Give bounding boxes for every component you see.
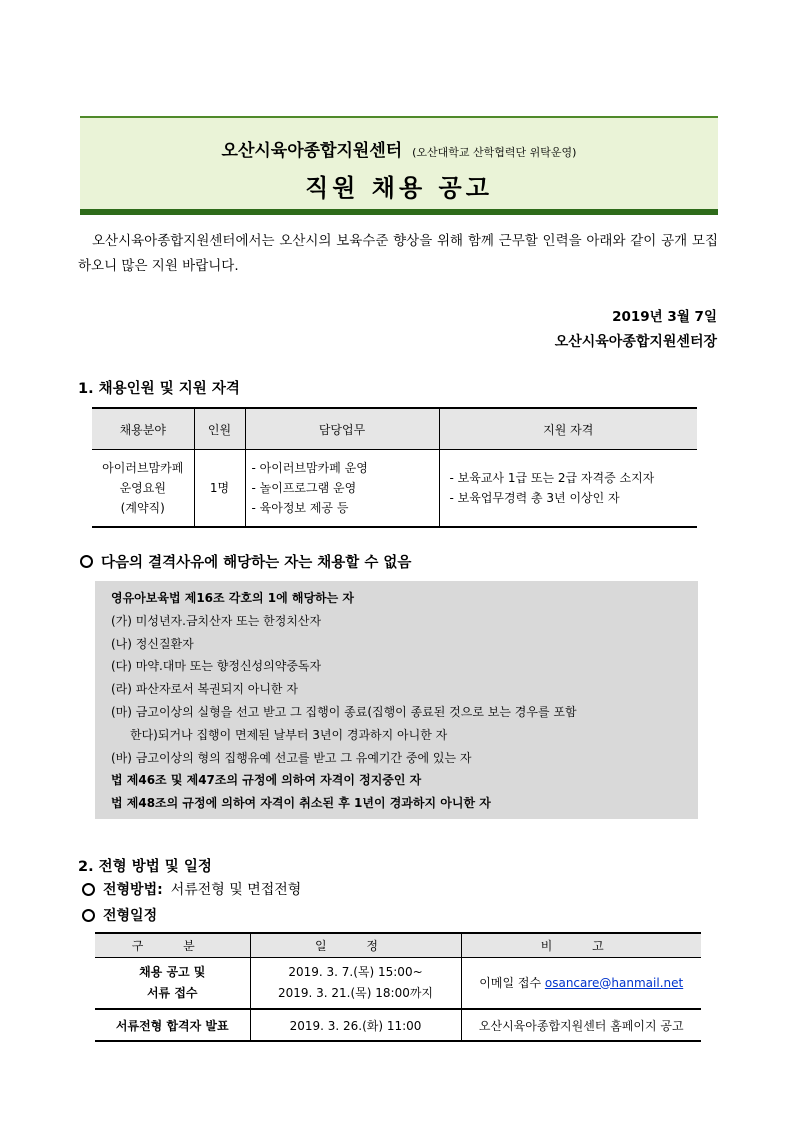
cell-schedule <box>250 958 461 1010</box>
cell-schedule: 2019. 3. 26.(화) 11:00 <box>250 1009 461 1041</box>
qualification-item: - 보육교사 1급 또는 2급 자격증 소지자 <box>449 471 655 485</box>
category-line: 서류 접수 <box>146 986 198 1000</box>
section1-title: 1. 채용인원 및 지원 자격 <box>78 381 240 397</box>
category-line: 채용 공고 및 <box>139 965 206 979</box>
section2-title: 2. 전형 방법 및 일정 <box>78 859 212 875</box>
cell-note <box>461 958 701 1010</box>
duty-item: - 육아정보 제공 등 <box>251 501 349 515</box>
field-line: 아이러브맘카페 <box>102 461 184 475</box>
signer: 오산시육아종합지원센터장 <box>554 334 717 350</box>
header-schedule: 일 정 <box>250 933 461 958</box>
list-item: 법 제48조의 규정에 의하여 자격이 취소된 후 1년이 경과하지 아니한 자 <box>111 796 491 811</box>
header-field: 채용분야 <box>92 408 194 450</box>
operator-note: (오산대학교 산학협력단 위탁운영) <box>412 146 577 159</box>
cell-category: 서류전형 합격자 발표 <box>95 1009 250 1041</box>
cell-count: 1명 <box>194 450 245 528</box>
schedule-heading <box>82 905 157 925</box>
duty-item: - 아이러브맘카페 운영 <box>251 461 368 475</box>
list-item: 영유아보육법 제16조 각호의 1에 해당하는 자 <box>111 591 355 605</box>
field-line: 운영요원 <box>119 481 166 495</box>
cell-field <box>92 450 194 528</box>
list-item: (마) 금고이상의 실형을 선고 받고 그 집행이 종료(집행이 종료된 것으로 보는 경우를 포함 <box>111 704 577 719</box>
page-title: 직원 채용 공고 <box>305 174 493 202</box>
announcement-date: 2019년 3월 7일 <box>612 309 717 325</box>
circle-bullet-icon <box>82 909 95 922</box>
cell-qualifications <box>439 450 697 528</box>
center-name: 오산시육아종합지원센터 <box>221 141 403 161</box>
center-title <box>80 136 718 161</box>
table-row <box>95 958 701 1010</box>
circle-bullet-icon <box>80 555 93 568</box>
recruitment-table <box>92 407 697 528</box>
schedule-label: 전형일정 <box>103 908 158 924</box>
list-item: 한다)되거나 집행이 면제된 날부터 3년이 경과하지 아니한 자 <box>130 727 448 742</box>
header-banner <box>80 116 718 215</box>
list-item: (바) 금고이상의 형의 집행유예 선고를 받고 그 유예기간 중에 있는 자 <box>111 750 472 765</box>
header-qualifications: 지원 자격 <box>439 408 697 450</box>
email-link[interactable]: osancare@hanmail.net <box>544 975 684 990</box>
method-value: 서류전형 및 면접전형 <box>170 882 302 898</box>
schedule-line: 2019. 3. 7.(목) 15:00~ <box>288 965 423 979</box>
duty-item: - 놀이프로그램 운영 <box>251 481 357 495</box>
schedule-table <box>95 932 701 1042</box>
disqualification-box <box>95 581 698 819</box>
header-category: 구 분 <box>95 933 250 958</box>
field-line: (계약직) <box>120 501 165 515</box>
selection-method <box>82 879 301 899</box>
table-row <box>95 1009 701 1041</box>
header-count: 인원 <box>194 408 245 450</box>
intro-paragraph: 오산시육아종합지원센터에서는 오산시의 보육수준 향상을 위해 함께 근무할 인력을 아래와 같이 공개 모집하오니 많은 지원 바랍니다. <box>78 233 718 274</box>
table-row <box>92 450 697 528</box>
method-label: 전형방법: <box>103 882 163 898</box>
header-note: 비 고 <box>461 933 701 958</box>
table-header-row <box>95 933 701 958</box>
list-item: 법 제46조 및 제47조의 규정에 의하여 자격이 정지중인 자 <box>111 773 422 788</box>
schedule-line: 2019. 3. 21.(목) 18:00까지 <box>277 986 434 1000</box>
cell-note: 오산시육아종합지원센터 홈페이지 공고 <box>461 1009 701 1041</box>
list-item: (나) 정신질환자 <box>111 636 194 651</box>
disqualification-heading <box>80 551 411 572</box>
cell-category <box>95 958 250 1010</box>
circle-bullet-icon <box>82 883 95 896</box>
qualification-item: - 보육업무경력 총 3년 이상인 자 <box>449 491 620 505</box>
list-item: (가) 미성년자.금치산자 또는 한정치산자 <box>111 613 322 628</box>
cell-duties <box>245 450 439 528</box>
list-item: (라) 파산자로서 복권되지 아니한 자 <box>111 682 298 697</box>
disqualification-title: 다음의 결격사유에 해당하는 자는 채용할 수 없음 <box>101 555 412 571</box>
note-text: 이메일 접수 <box>479 975 542 990</box>
header-duties: 담당업무 <box>245 408 439 450</box>
list-item: (다) 마약.대마 또는 향정신성의약중독자 <box>111 659 322 674</box>
table-header-row <box>92 408 697 450</box>
